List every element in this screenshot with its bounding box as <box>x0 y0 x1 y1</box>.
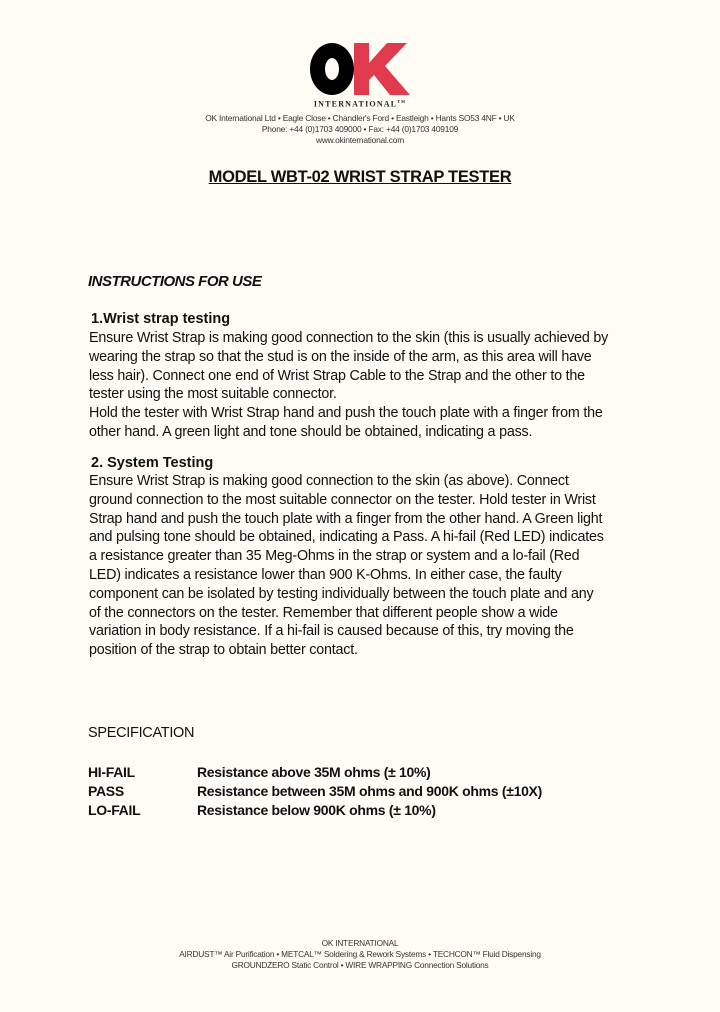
text-line: Strap hand and push the touch plate with a finger from the other hand. A Green light <box>89 510 603 527</box>
text-line: Hold the tester with Wrist Strap hand and push the touch plate with a finger from the <box>89 405 603 422</box>
footer-products: GROUNDZERO Static Control • WIRE WRAPPING Connection Solutions <box>231 960 489 970</box>
spec-row-hi-fail <box>88 763 542 782</box>
text-line: position of the strap to obtain better contact. <box>89 642 358 659</box>
specification-table <box>88 763 542 820</box>
text-line: tester using the most suitable connector. <box>89 386 337 403</box>
ok-international-logo <box>308 40 412 98</box>
text-line: variation in body resistance. If a hi-fail is caused because of this, try moving the <box>89 623 574 640</box>
spec-value: Resistance between 35M ohms and 900K ohms (±10X) <box>197 783 542 799</box>
website-link[interactable]: www.okinternational.com <box>315 135 405 145</box>
text-line: wearing the strap so that the stud is on the inside of the arm, as this area will have <box>89 348 592 365</box>
text-line: less hair). Connect one end of Wrist Strap Cable to the Strap and the other to the <box>89 367 585 384</box>
text-line: and pulsing tone should be obtained, indicating a Pass. A hi-fail (Red LED) indicates <box>89 529 604 546</box>
text-line: other hand. A green light and tone should be obtained, indicating a pass. <box>89 423 533 440</box>
text-line: of the connectors on the tester. Remember that different people show a wide <box>89 604 558 621</box>
spec-key: LO-FAIL <box>88 802 141 818</box>
text-line: ground connection to the most suitable connector on the tester. Hold tester in Wrist <box>89 491 596 508</box>
specification-heading: SPECIFICATION <box>88 725 195 741</box>
text-line: Ensure Wrist Strap is making good connection to the skin (this is usually achieved by <box>89 330 609 346</box>
instructions-heading: INSTRUCTIONS FOR USE <box>88 273 262 290</box>
text-line: component can be isolated by testing individually between the touch plate and any <box>89 585 594 602</box>
spec-value: Resistance above 35M ohms (± 10%) <box>197 764 431 780</box>
text-line: Ensure Wrist Strap is making good connection to the skin (as above). Connect <box>89 473 569 489</box>
spec-row-pass <box>88 782 542 801</box>
trademark: TM <box>397 99 407 104</box>
spec-key: HI-FAIL <box>88 764 135 780</box>
section-2-heading: 2. System Testing <box>91 455 214 471</box>
footer-products: AIRDUST™ Air Purification • METCAL™ Soldering & Rework Systems • TECHCON™ Fluid Dispensing <box>179 949 541 959</box>
phone-line: Phone: +44 (0)1703 409000 • Fax: +44 (0)1703 409109 <box>261 124 459 134</box>
page-title: MODEL WBT-02 WRIST STRAP TESTER <box>208 168 512 186</box>
section-2-body <box>89 472 649 660</box>
brand-name <box>0 99 720 109</box>
section-1-heading: 1.Wrist strap testing <box>91 311 231 327</box>
spec-row-lo-fail <box>88 801 542 820</box>
brand-text: INTERNATIONAL <box>313 99 398 109</box>
footer <box>0 938 720 971</box>
footer-company: OK INTERNATIONAL <box>321 938 399 948</box>
logo-letter-o <box>310 43 354 95</box>
text-line: LED) indicates a resistance lower than 900 K-Ohms. In either case, the faulty <box>89 566 562 583</box>
logo-letter-k <box>354 43 410 95</box>
spec-key: PASS <box>88 783 124 799</box>
address-line: OK International Ltd • Eagle Close • Chandler's Ford • Eastleigh • Hants SO53 4NF • UK <box>205 113 515 123</box>
section-1-body <box>89 329 649 442</box>
company-address <box>0 113 720 146</box>
spec-value: Resistance below 900K ohms (± 10%) <box>197 802 436 818</box>
text-line: a resistance greater than 35 Meg-Ohms in the strap or system and a lo-fail (Red <box>89 548 580 565</box>
